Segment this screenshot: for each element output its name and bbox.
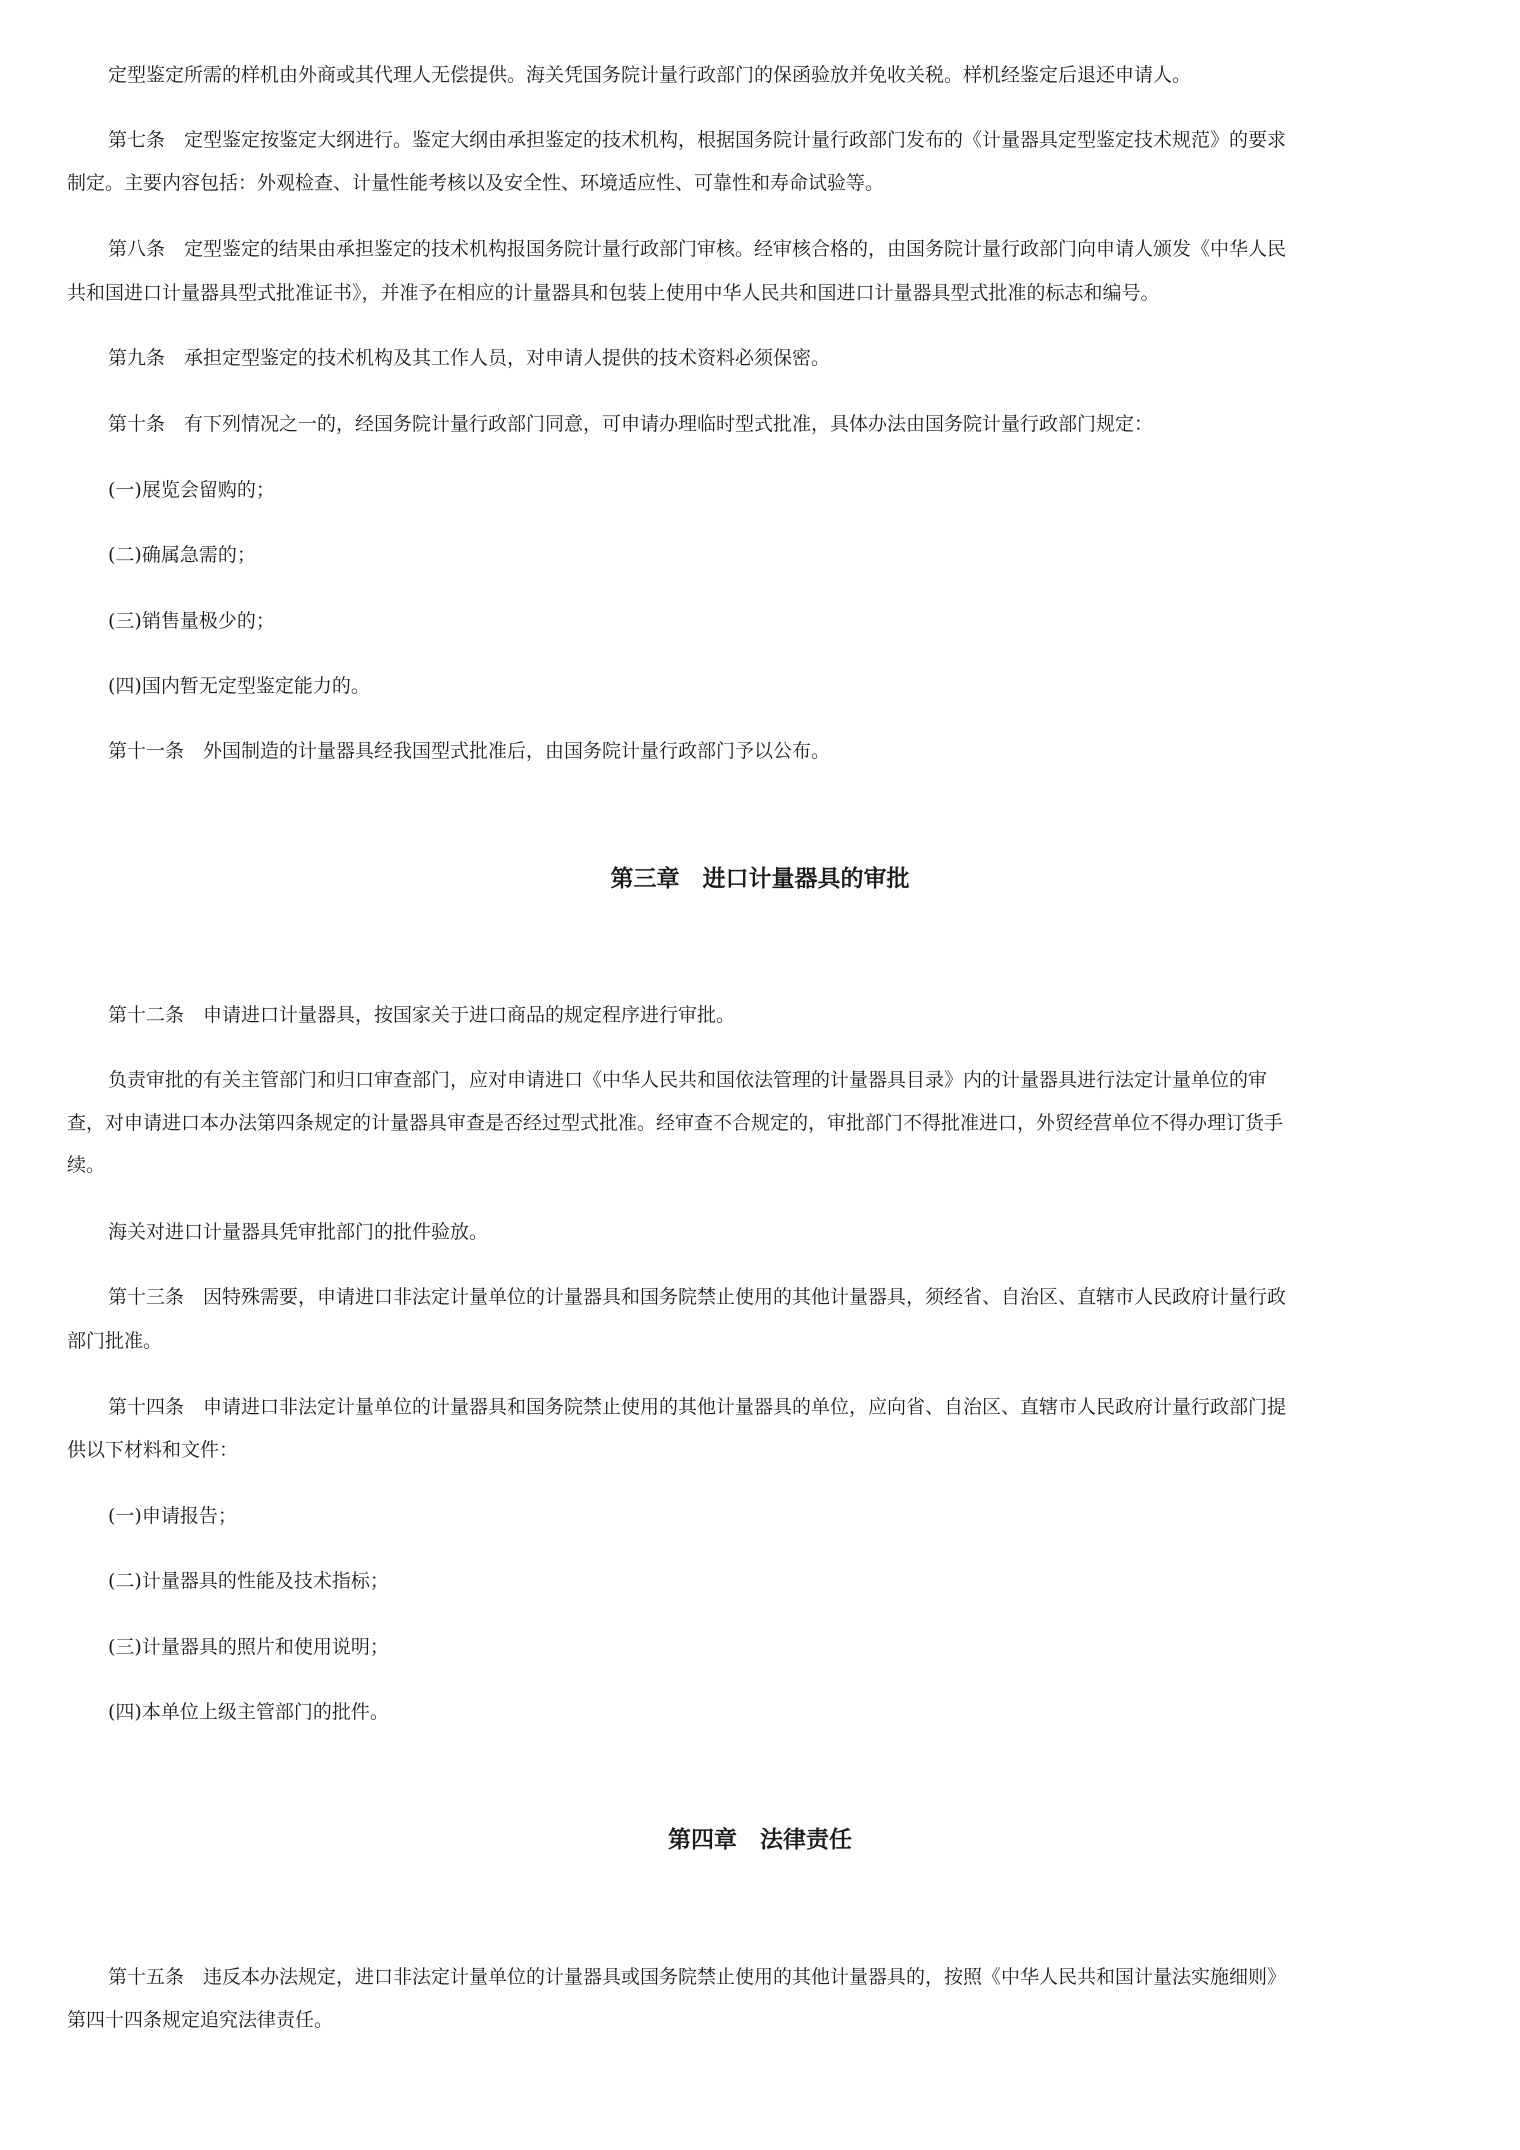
text-line: 供以下材料和文件： xyxy=(67,1439,239,1461)
paragraph-sample-provision xyxy=(108,54,1191,96)
paragraph-article-7 xyxy=(108,119,1286,161)
list-item-14-1 xyxy=(108,1495,237,1537)
chapter-3-heading: 第三章 进口计量器具的审批 xyxy=(610,866,910,892)
text-line: 部门批准。 xyxy=(67,1330,163,1352)
paragraph-customs-release xyxy=(108,1211,488,1253)
paragraph-article-8-cont xyxy=(67,272,1160,314)
paragraph-article-11 xyxy=(108,730,830,772)
text-line: (一)申请报告； xyxy=(108,1505,237,1527)
paragraph-article-10 xyxy=(108,403,1153,445)
text-line: (三)销售量极少的； xyxy=(108,610,275,632)
text-line: 第八条 定型鉴定的结果由承担鉴定的技术机构报国务院计量行政部门审核。经审核合格的，由国务院计量行政部门向申请人颁发《中华人民 xyxy=(108,238,1287,260)
text-line: 制定。主要内容包括：外观检查、计量性能考核以及安全性、环境适应性、可靠性和寿命试验等。 xyxy=(67,172,885,194)
text-line: 查，对申请进口本办法第四条规定的计量器具审查是否经过型式批准。经审查不合规定的，审批部门不得批准进口，外贸经营单位不得办理订货手 xyxy=(67,1112,1284,1134)
paragraph-article-9 xyxy=(108,337,830,379)
text-line: (一)展览会留购的； xyxy=(108,479,275,501)
paragraph-approval-review xyxy=(108,1059,1267,1101)
paragraph-article-14 xyxy=(108,1386,1286,1428)
text-line: (二)确属急需的； xyxy=(108,544,256,566)
paragraph-article-7-cont xyxy=(67,162,884,204)
paragraph-article-13 xyxy=(108,1276,1286,1318)
text-line: 第十四条 申请进口非法定计量单位的计量器具和国务院禁止使用的其他计量器具的单位，应向省、自治区、直辖市人民政府计量行政部门提 xyxy=(108,1396,1287,1418)
text-line: 负责审批的有关主管部门和归口审查部门，应对申请进口《中华人民共和国依法管理的计量器具目录》内的计量器具进行法定计量单位的审 xyxy=(108,1069,1268,1091)
text-line: 共和国进口计量器具型式批准证书》，并准予在相应的计量器具和包装上使用中华人民共和国进口计量器具型式批准的标志和编号。 xyxy=(67,282,1160,304)
text-line: 第十条 有下列情况之一的，经国务院计量行政部门同意，可申请办理临时型式批准，具体办法由国务院计量行政部门规定： xyxy=(108,413,1154,435)
text-line: 第四十四条规定追究法律责任。 xyxy=(67,2009,334,2031)
paragraph-article-14-cont xyxy=(67,1429,238,1471)
list-item-10-1 xyxy=(108,469,275,511)
text-line: (三)计量器具的照片和使用说明； xyxy=(108,1636,389,1658)
paragraph-article-13-cont xyxy=(67,1320,162,1362)
paragraph-article-15-cont xyxy=(67,1999,333,2041)
paragraph-article-12 xyxy=(108,994,735,1036)
text-line: 第十二条 申请进口计量器具，按国家关于进口商品的规定程序进行审批。 xyxy=(108,1004,736,1026)
list-item-10-4 xyxy=(108,665,370,707)
list-item-14-2 xyxy=(108,1560,389,1602)
chapter-4-heading: 第四章 法律责任 xyxy=(668,1827,852,1853)
list-item-10-3 xyxy=(108,600,275,642)
text-line: 第十三条 因特殊需要，申请进口非法定计量单位的计量器具和国务院禁止使用的其他计量器具，须经省、自治区、直辖市人民政府计量行政 xyxy=(108,1286,1287,1308)
text-line: (四)本单位上级主管部门的批件。 xyxy=(108,1701,389,1723)
list-item-14-4 xyxy=(108,1691,389,1733)
text-line: 第十一条 外国制造的计量器具经我国型式批准后，由国务院计量行政部门予以公布。 xyxy=(108,740,831,762)
list-item-14-3 xyxy=(108,1626,389,1668)
paragraph-approval-review-cont xyxy=(67,1102,1283,1186)
list-item-10-2 xyxy=(108,534,256,576)
text-line: 第十五条 违反本办法规定，进口非法定计量单位的计量器具或国务院禁止使用的其他计量器具的，按照《中华人民共和国计量法实施细则》 xyxy=(108,1966,1287,1988)
text-line: 定型鉴定所需的样机由外商或其代理人无偿提供。海关凭国务院计量行政部门的保函验放并免收关税。样机经鉴定后退还申请人。 xyxy=(108,64,1192,86)
text-line: (二)计量器具的性能及技术指标； xyxy=(108,1570,389,1592)
text-line: 海关对进口计量器具凭审批部门的批件验放。 xyxy=(108,1221,489,1243)
text-line: 第七条 定型鉴定按鉴定大纲进行。鉴定大纲由承担鉴定的技术机构，根据国务院计量行政部门发布的《计量器具定型鉴定技术规范》的要求 xyxy=(108,129,1287,151)
text-line: 第九条 承担定型鉴定的技术机构及其工作人员，对申请人提供的技术资料必须保密。 xyxy=(108,347,831,369)
text-line: 续。 xyxy=(67,1154,106,1176)
paragraph-article-8 xyxy=(108,228,1286,270)
paragraph-article-15 xyxy=(108,1956,1286,1998)
text-line: (四)国内暂无定型鉴定能力的。 xyxy=(108,675,370,697)
